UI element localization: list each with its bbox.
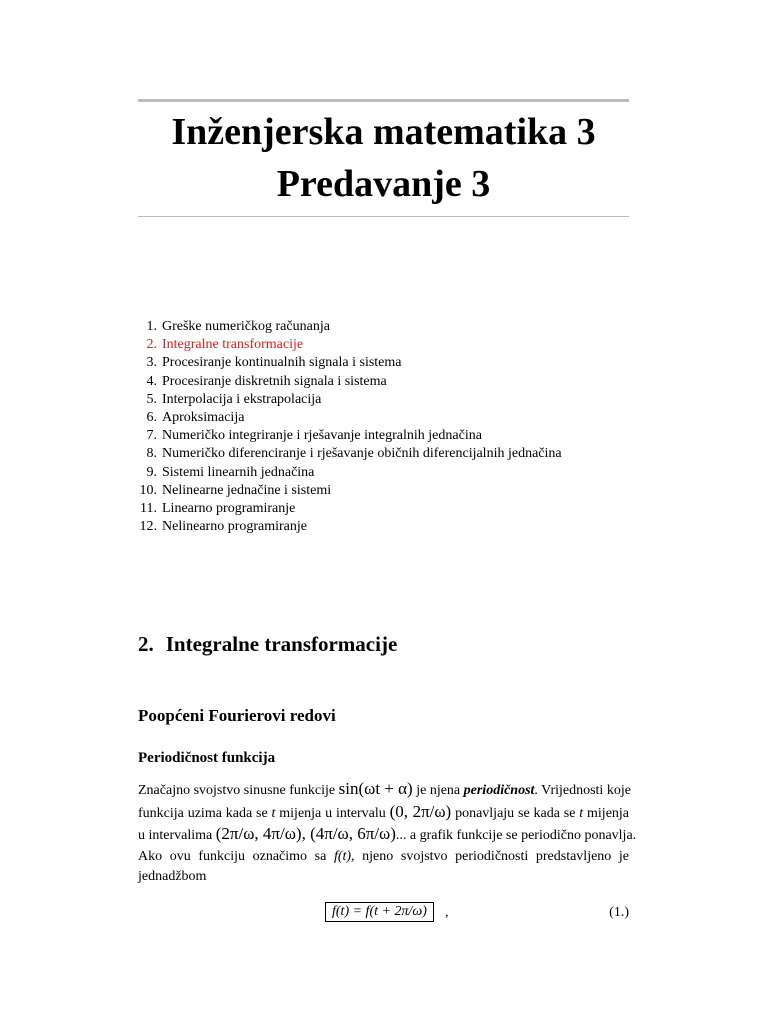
text-run: je njena bbox=[416, 783, 461, 798]
text-run: Ako ovu funkciju označimo sa bbox=[138, 848, 327, 864]
paragraph-line bbox=[138, 847, 629, 868]
toc-item-label: Numeričko integriranje i rješavanje integralnih jednačina bbox=[162, 428, 482, 444]
equation-comma: , bbox=[445, 905, 449, 920]
toc-item-number: 3. bbox=[146, 355, 157, 371]
emphasis-term: periodičnost bbox=[463, 783, 535, 798]
text-run: Značajno svojstvo sinusne funkcije bbox=[138, 783, 336, 798]
toc-item-label: Procesiranje kontinualnih signala i sistema bbox=[162, 355, 402, 371]
math-variable: t bbox=[271, 805, 276, 821]
text-run: ponavljaju se kada se bbox=[455, 805, 576, 821]
bottom-rule bbox=[138, 216, 629, 217]
toc-item-label: Linearno programiranje bbox=[162, 501, 296, 517]
toc-item-number: 6. bbox=[146, 410, 157, 426]
text-run: ... a grafik funkcije se periodično ponavlja. bbox=[395, 828, 637, 843]
toc-item-label: Integralne transformacije bbox=[162, 337, 304, 353]
toc-item-number: 5. bbox=[146, 391, 157, 407]
toc-item bbox=[138, 391, 562, 409]
math-inline: (0, 2π/ω) bbox=[389, 801, 452, 821]
page-title bbox=[138, 106, 629, 210]
toc-item-number: 12. bbox=[139, 519, 157, 535]
toc-item bbox=[138, 354, 562, 372]
toc-item-label: Nelinearno programiranje bbox=[162, 519, 307, 535]
toc-item bbox=[138, 409, 562, 427]
toc-item-number: 9. bbox=[146, 464, 157, 480]
section-title: Integralne transformacije bbox=[165, 632, 398, 656]
math-inline: f(t) bbox=[333, 848, 352, 864]
toc-item-number: 8. bbox=[146, 446, 157, 462]
toc-item bbox=[138, 427, 562, 445]
paragraph-line bbox=[138, 802, 629, 825]
section-number: 2. bbox=[138, 632, 154, 656]
math-inline: sin(ωt + α) bbox=[338, 779, 413, 798]
text-run: funkcija uzima kada se bbox=[138, 805, 268, 821]
text-run: , njeno svojstvo periodičnosti predstavljeno je bbox=[351, 848, 630, 864]
toc-item bbox=[138, 373, 562, 391]
toc-item bbox=[138, 464, 562, 482]
toc-item-label: Nelinearne jednačine i sistemi bbox=[162, 482, 332, 498]
subsection-heading: Poopćeni Fourierovi redovi bbox=[138, 706, 336, 725]
toc-item-label: Procesiranje diskretnih signala i sistema bbox=[162, 373, 387, 389]
toc-item-number: 1. bbox=[146, 319, 157, 334]
math-inline: (2π/ω, 4π/ω), (4π/ω, 6π/ω) bbox=[215, 824, 396, 843]
toc-item-number: 11. bbox=[140, 501, 157, 517]
table-of-contents bbox=[138, 318, 562, 536]
toc-item bbox=[138, 336, 562, 354]
toc-item bbox=[138, 445, 562, 463]
toc-item-label: Numeričko diferenciranje i rješavanje običnih diferencijalnih jednačina bbox=[162, 446, 562, 462]
toc-item bbox=[138, 518, 562, 536]
toc-item-label: Interpolacija i ekstrapolacija bbox=[162, 391, 322, 407]
toc-item bbox=[138, 482, 562, 500]
subsubsection-heading: Periodičnost funkcija bbox=[138, 750, 276, 766]
top-rule bbox=[138, 99, 629, 102]
text-run: u intervalima bbox=[138, 828, 213, 843]
paragraph-line bbox=[138, 779, 629, 802]
toc-item-number: 2. bbox=[146, 337, 157, 353]
toc-item-number: 4. bbox=[146, 373, 157, 389]
toc-item bbox=[138, 318, 562, 336]
math-variable: t bbox=[579, 805, 584, 821]
toc-item bbox=[138, 500, 562, 518]
paragraph-line bbox=[138, 824, 637, 847]
toc-item-number: 7. bbox=[146, 428, 157, 444]
boxed-equation: f(t) = f(t + 2π/ω) bbox=[325, 902, 434, 922]
text-run: mijenja u intervalu bbox=[279, 805, 386, 821]
toc-item-number: 10. bbox=[139, 482, 157, 498]
title-line-1: Inženjerska matematika 3 bbox=[171, 111, 596, 153]
equation-number: (1.) bbox=[609, 905, 629, 920]
body-paragraph bbox=[138, 779, 637, 888]
toc-item-label: Sistemi linearnih jednačina bbox=[162, 464, 315, 480]
toc-item-label: Greške numeričkog računanja bbox=[162, 319, 330, 334]
section-heading bbox=[138, 632, 397, 657]
text-run: . Vrijednosti koje bbox=[534, 783, 631, 798]
title-line-2: Predavanje 3 bbox=[276, 163, 491, 205]
paragraph-line: jednadžbom bbox=[138, 869, 207, 884]
equation-row bbox=[138, 902, 629, 926]
text-run: mijenja bbox=[587, 805, 630, 821]
toc-item-label: Aproksimacija bbox=[162, 410, 245, 426]
